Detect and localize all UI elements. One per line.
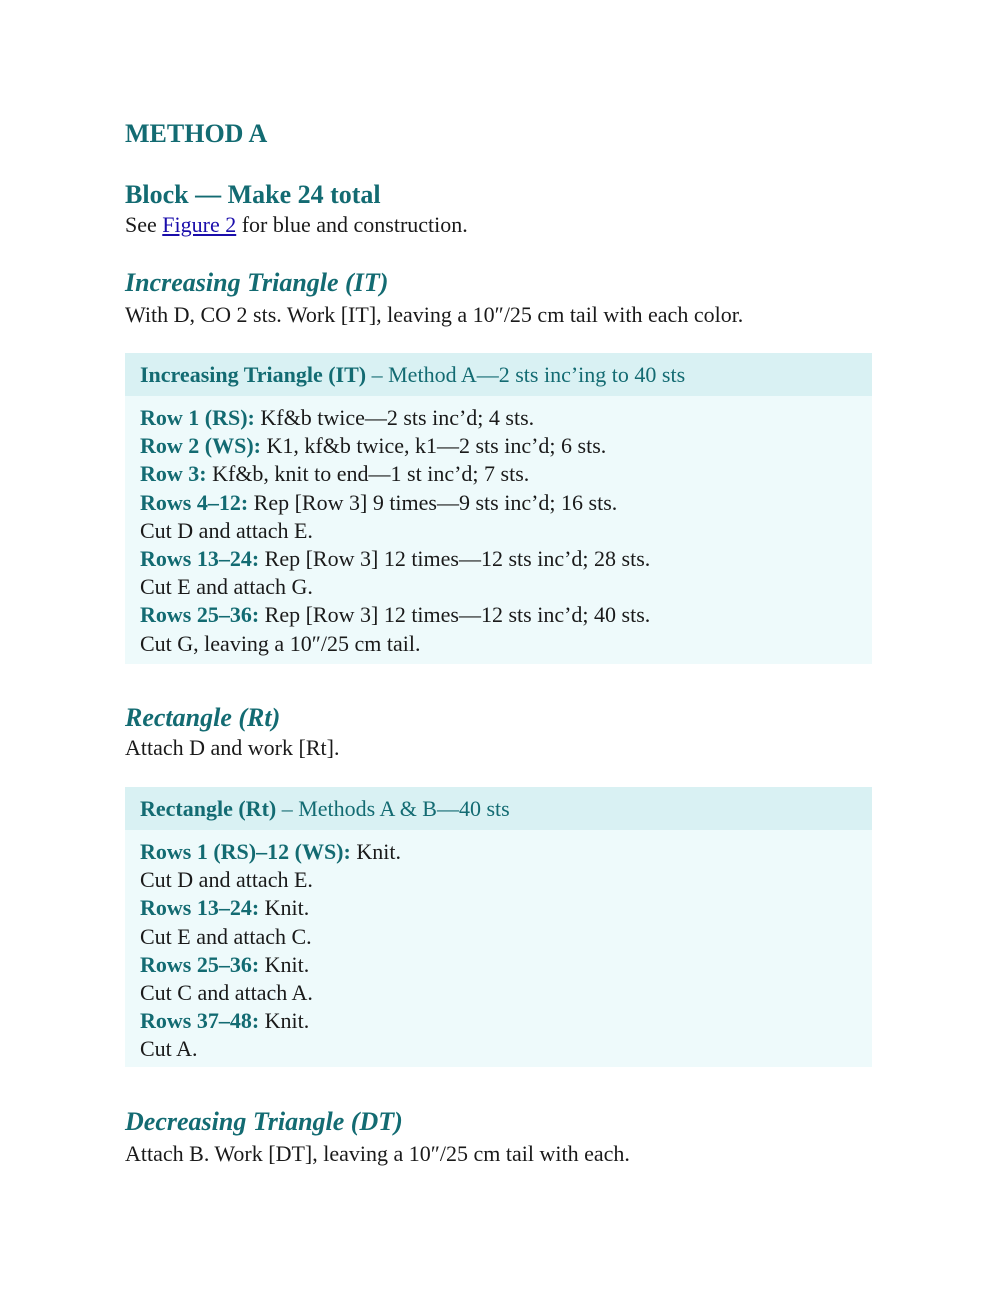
row-text: Knit. [259,951,310,977]
row-text: Knit. [259,1008,310,1034]
row-text: Cut E and attach C. [140,923,312,949]
it-instruction-box [125,353,872,664]
it-section-heading: Increasing Triangle (IT) [125,268,389,297]
row-text: Knit. [259,895,310,921]
row-text: Kf&b twice—2 sts inc’d; 4 sts. [254,405,535,430]
row-label: Rows 13–24: [140,895,260,921]
rt-row-line [140,1007,857,1035]
rt-section-heading: Rectangle (Rt) [125,703,281,732]
block-label: Block [125,180,189,209]
row-text: Cut A. [140,1036,198,1062]
rt-box-header-title: Rectangle (Rt) [140,796,277,821]
row-label: Rows 25–36: [140,602,260,628]
it-row-line [140,432,857,460]
rt-box-header [125,787,872,830]
it-box-header [125,353,872,396]
row-label: Rows 25–36: [140,951,260,977]
block-separator: — [188,180,228,209]
row-label: Rows 37–48: [140,1008,260,1034]
figure-2-link[interactable]: Figure 2 [162,212,237,237]
it-box-header-sep: – [366,362,389,387]
it-row-line [140,630,857,658]
row-label: Row 3: [140,461,207,487]
row-label: Rows 4–12: [140,489,249,515]
row-label: Rows 1 (RS)–12 (WS): [140,839,351,864]
row-label: Row 2 (WS): [140,433,261,459]
row-text: Rep [Row 3] 12 times—12 sts inc’d; 40 sts. [259,602,651,628]
it-box-body [125,396,872,658]
rt-row-line [140,1035,857,1063]
it-box-header-detail: Method A—2 sts inc’ing to 40 sts [388,362,686,387]
row-text: Kf&b, knit to end—1 st inc’d; 7 sts. [206,461,530,487]
rt-row-line [140,838,857,866]
it-row-line [140,460,857,488]
see-text-after: for blue and construction. [236,212,468,237]
block-heading [125,179,381,211]
rt-box-body [125,830,872,1064]
row-text: Cut D and attach E. [140,867,313,893]
dt-section-heading: Decreasing Triangle (DT) [125,1107,403,1136]
see-text-before: See [125,212,163,237]
rt-row-line [140,923,857,951]
it-row-line [140,545,857,573]
it-row-line [140,601,857,629]
dt-intro: Attach B. Work [DT], leaving a 10″/25 cm tail with each. [125,1141,630,1166]
it-row-line [140,404,857,432]
it-intro: With D, CO 2 sts. Work [IT], leaving a 10″/25 cm tail with each color. [125,302,744,327]
rt-box-header-sep: – [276,796,299,821]
row-text: Rep [Row 3] 12 times—12 sts inc’d; 28 sts. [259,546,651,572]
it-row-line [140,489,857,517]
see-figure-line [125,211,468,239]
row-label: Rows 13–24: [140,546,260,572]
row-text: Cut E and attach G. [140,574,313,600]
rt-row-line [140,866,857,894]
it-box-header-title: Increasing Triangle (IT) [140,362,367,387]
row-text: Cut C and attach A. [140,980,313,1006]
row-text: K1, kf&b twice, k1—2 sts inc’d; 6 sts. [261,433,607,459]
it-row-line [140,573,857,601]
it-row-line [140,517,857,545]
rt-intro: Attach D and work [Rt]. [125,735,340,760]
block-subtitle: Make 24 total [227,180,381,209]
rt-instruction-box [125,787,872,1067]
method-title: METHOD A [125,119,268,148]
row-text: Cut D and attach E. [140,517,313,543]
rt-box-header-detail: Methods A & B—40 sts [298,796,510,821]
rt-row-line [140,894,857,922]
rt-row-line [140,979,857,1007]
row-text: Knit. [350,839,401,864]
row-label: Row 1 (RS): [140,405,255,430]
rt-row-line [140,951,857,979]
row-text: Cut G, leaving a 10″/25 cm tail. [140,630,421,656]
row-text: Rep [Row 3] 9 times—9 sts inc’d; 16 sts. [248,489,618,515]
